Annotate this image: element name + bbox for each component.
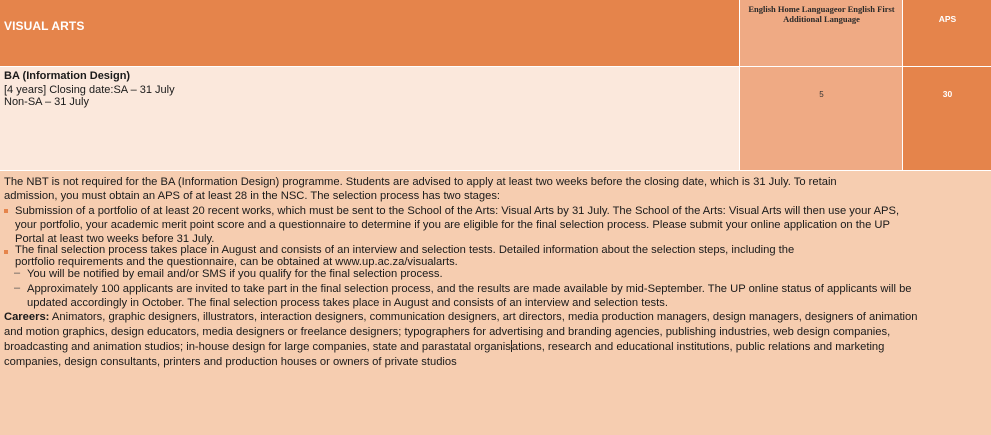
programme-duration-closing: [4 years] Closing date:SA – 31 July [4, 84, 175, 96]
dash-marker: – [14, 267, 21, 279]
header-language-cell [739, 0, 902, 66]
programme-name: BA (Information Design) [4, 70, 131, 82]
careers-text-3a: broadcasting and animation studios; in-house design for large companies, state and parastatal organis [4, 341, 511, 353]
sub-item-1: You will be notified by email and/or SMS if you qualify for the final selection process. [27, 268, 443, 280]
intro-line-1: The NBT is not required for the BA (Information Design) programme. Students are advised to apply at least two weeks before the closing date, which is 31 July. To retain [4, 176, 837, 188]
section-title: VISUAL ARTS [4, 19, 85, 33]
programme-cell [0, 66, 739, 170]
bullet-square-icon [4, 209, 8, 213]
bullet-1-line-1: Submission of a portfolio of at least 20 recent works, which must be sent to the School of the Arts: Visual Arts by 31 July. The School of the Arts: Visual Arts will then use your APS, [15, 205, 900, 217]
aps-column-header: APS [938, 14, 957, 24]
bullet-2-line-2: portfolio requirements and the questionnaire, can be obtained at www.up.ac.za/visualarts. [15, 256, 458, 268]
bullet-1-line-3: Portal at least two weeks before 31 July. [15, 233, 215, 245]
language-requirement-value: 5 [819, 90, 824, 99]
aps-value: 30 [942, 89, 953, 99]
programme-language-cell [739, 66, 902, 170]
careers-text-1: Animators, graphic designers, illustrators, interaction designers, communication designers, art directors, media production managers, design managers, designers of animation [49, 311, 918, 323]
bullet-2-line-1: The final selection process takes place in August and consists of an interview and selection tests. Detailed information about the selection steps, including the [15, 244, 795, 256]
programme-details [0, 170, 991, 435]
language-column-header: English Home Languageor English First Additional Language [748, 4, 895, 24]
programme-closing-non-sa: Non-SA – 31 July [4, 96, 89, 108]
dash-marker: – [14, 282, 21, 294]
careers-label: Careers: [4, 311, 50, 323]
programme-aps-cell [902, 66, 991, 170]
sub-item-2-line-1: Approximately 100 applicants are invited to take part in the final selection process, and the results are made available by mid-September. The UP online status of applicants will be [27, 283, 912, 295]
careers-line-1 [4, 310, 918, 324]
bullet-square-icon [4, 250, 8, 254]
sub-item-2-line-2: updated accordingly in October. The final selection process takes place in August and consists of an interview and selection tests. [27, 297, 668, 309]
careers-line-3 [4, 340, 884, 354]
careers-text-3b: ations, research and educational institutions, public relations and marketing [511, 341, 885, 353]
header-title-cell [0, 0, 739, 66]
bullet-1-line-2: your portfolio, your academic merit point score and a questionnaire to determine if you are eligible for the final selection process. Please submit your online application on the UP [15, 219, 890, 231]
intro-line-2: admission, you must obtain an APS of at least 28 in the NSC. The selection process has two stages: [4, 190, 501, 202]
careers-line-4: companies, design consultants, printers and production houses or owners of private studios [4, 356, 457, 368]
header-aps-cell [902, 0, 991, 66]
careers-line-2: and motion graphics, design educators, media designers or freelance designers; typographers for advertising and branding agencies, publishing industries, web design companies, [4, 326, 891, 338]
